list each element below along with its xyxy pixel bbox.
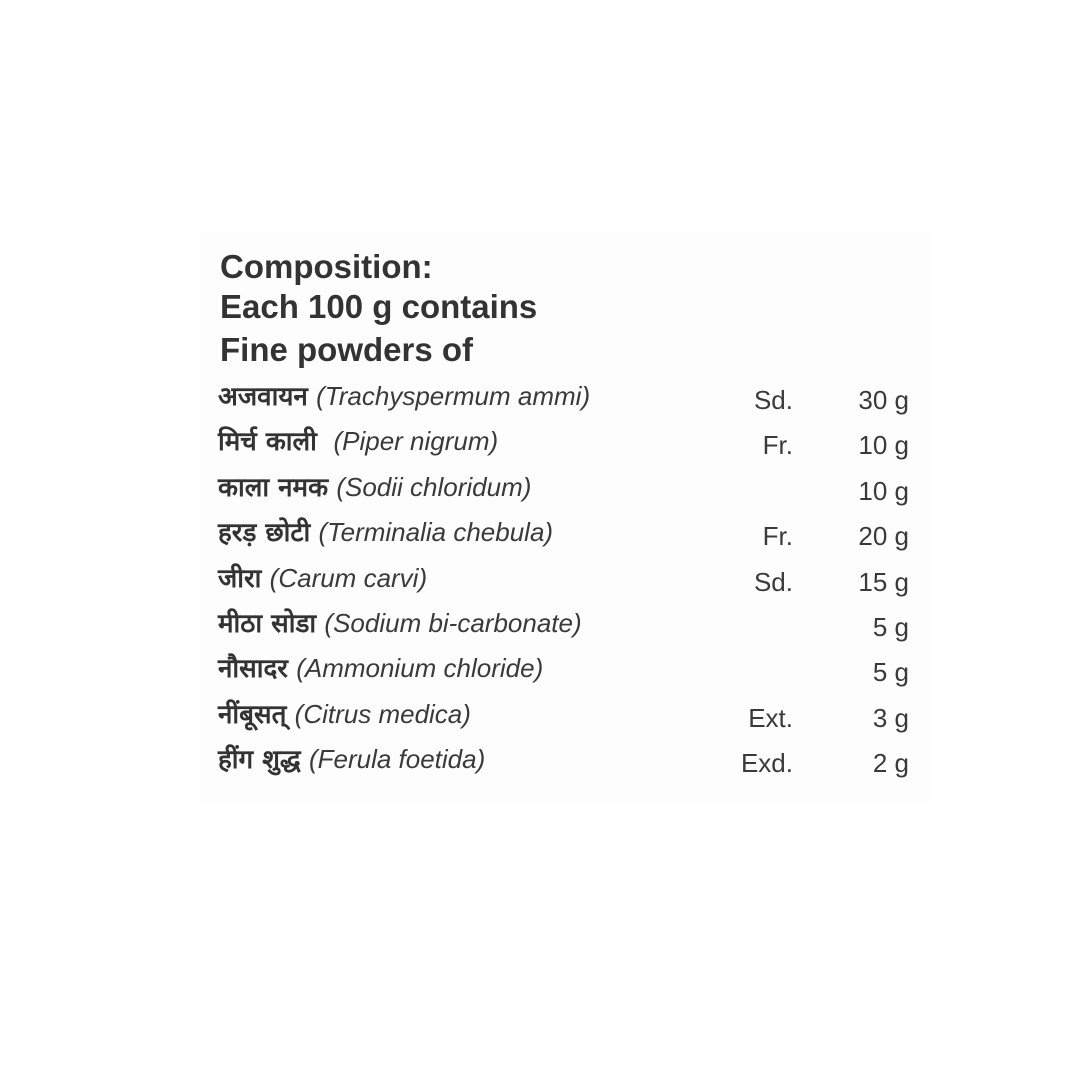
ingredient-part: Exd. (740, 748, 793, 779)
ingredient-part: Fr. (762, 430, 793, 461)
ingredient-hindi-name: अजवायन (218, 382, 308, 412)
ingredient-latin-name: (Trachyspermum ammi) (316, 381, 591, 411)
ingredient-latin-name: (Ferula foetida) (308, 744, 486, 775)
ingredient-hindi-name: नींबूसत् (218, 699, 287, 730)
ingredient-quantity: 2 g (872, 748, 909, 779)
ingredient-name (218, 517, 553, 549)
ingredient-latin-name: (Terminalia chebula) (318, 517, 554, 548)
ingredient-name (218, 608, 582, 640)
ingredient-row (218, 740, 913, 785)
ingredient-row (218, 649, 913, 694)
ingredient-hindi-name: जीरा (218, 563, 262, 594)
ingredient-latin-name: (Citrus medica) (294, 698, 471, 729)
ingredient-hindi-name: हरड़ छोटी (218, 518, 311, 549)
ingredient-latin-name: (Ammonium chloride) (296, 653, 544, 684)
composition-note: Fine powders of (220, 331, 474, 368)
ingredient-name (218, 426, 498, 458)
ingredient-quantity: 30 g (858, 385, 909, 415)
composition-title: Composition: (220, 248, 433, 285)
ingredient-name (218, 472, 531, 504)
ingredient-row (218, 604, 913, 649)
ingredient-name (218, 653, 543, 685)
ingredient-name (218, 699, 471, 731)
ingredient-quantity: 15 g (858, 566, 909, 597)
ingredient-hindi-name: हींग शुद्ध (218, 745, 301, 776)
ingredient-quantity: 5 g (872, 657, 909, 688)
ingredient-row (218, 422, 913, 467)
ingredient-name (218, 563, 427, 595)
ingredient-row (218, 695, 913, 740)
ingredient-quantity: 3 g (872, 702, 909, 733)
ingredient-hindi-name: काला नमक (218, 472, 329, 503)
ingredient-latin-name: (Piper nigrum) (333, 426, 499, 457)
ingredient-row (218, 468, 913, 513)
ingredient-name (218, 744, 485, 776)
ingredient-row (218, 377, 913, 422)
ingredient-quantity: 20 g (858, 521, 909, 552)
ingredient-quantity: 5 g (872, 611, 909, 642)
ingredient-row (218, 513, 913, 558)
ingredient-hindi-name: मिर्च काली (218, 427, 317, 458)
ingredient-list (218, 377, 913, 786)
composition-subtitle: Each 100 g contains (220, 288, 538, 325)
ingredient-latin-name: (Sodium bi-carbonate) (324, 607, 582, 638)
ingredient-part: Ext. (748, 702, 793, 733)
ingredient-quantity: 10 g (858, 430, 909, 461)
ingredient-part: Fr. (762, 521, 793, 552)
ingredient-hindi-name: नौसादर (218, 654, 288, 685)
ingredient-latin-name: (Sodii chloridum) (336, 471, 532, 502)
ingredient-part: Sd. (753, 566, 793, 597)
ingredient-name (218, 381, 590, 413)
ingredient-part: Sd. (753, 385, 793, 415)
ingredient-quantity: 10 g (858, 475, 909, 506)
ingredient-row (218, 559, 913, 604)
ingredient-hindi-name: मीठा सोडा (218, 608, 317, 639)
ingredient-latin-name: (Carum carvi) (269, 562, 428, 593)
